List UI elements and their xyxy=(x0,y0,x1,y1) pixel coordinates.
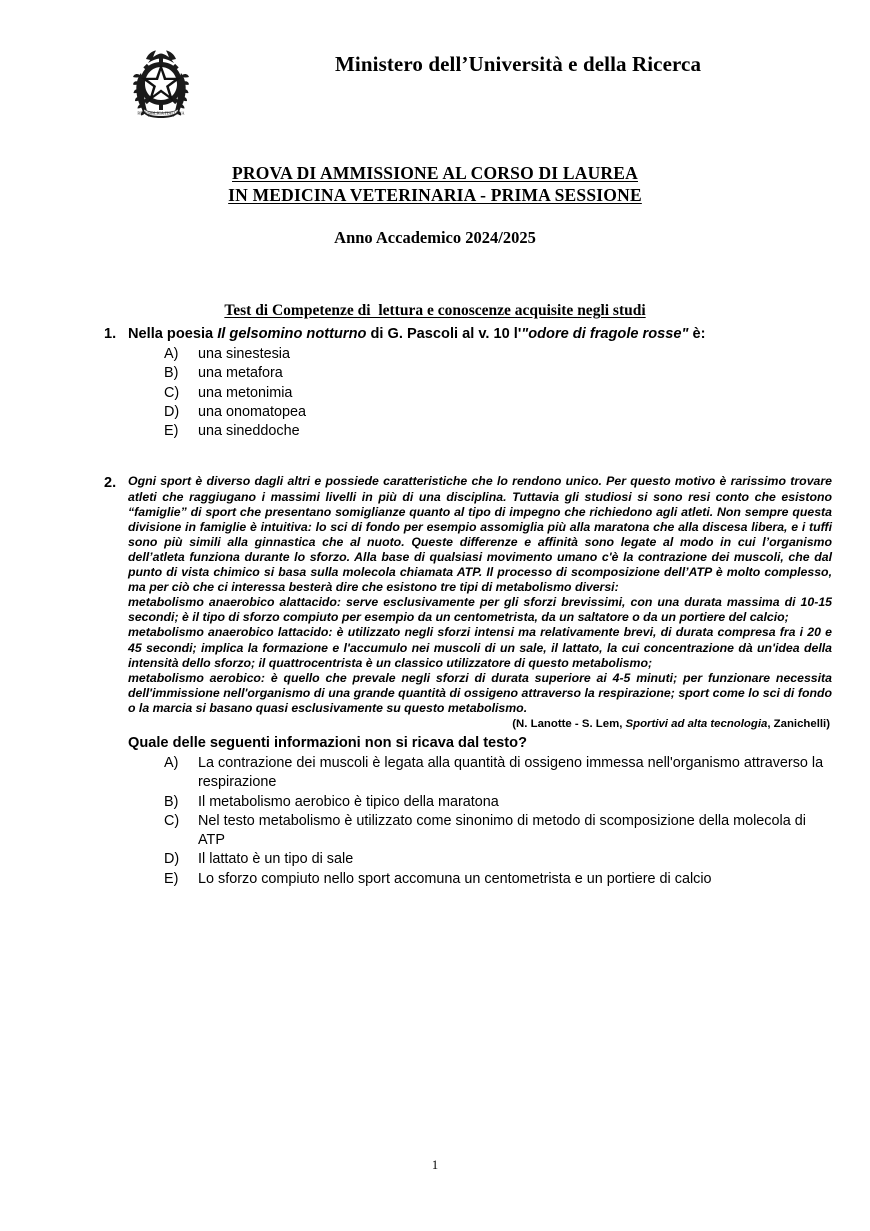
passage-paragraph-1: Ogni sport è diverso dagli altri e possiede caratteristiche che lo rendono unico. Per questo motivo è rarissimo trovare atleti che raggiugano i massimi livelli in più di una disciplina. Tuttavia gli studiosi si sono resi conto che esistono “famiglie” di sport che presentano somiglianze quanto al tipo di impegno che richiedono agli atleti. Non sempre questa divisione in famiglie è intuitiva: lo sci di fondo per esempio assomiglia più alla maratona che alla discesa libera, e i tuffi sono più simili alla ginnastica che al nuoto. Queste differenze e affinità sono legate al modo in cui l’organismo dell’atleta funziona durante lo sforzo. Alla base di qualsiasi movimento umano c'è la contrazione dei muscoli, che dal punto di vista chimico si basa sulla molecola chiamata ATP. Il processo di scomposizione dell’ATP è molto complesso, ma per ciò che ci interessa besterà dire che esistono tre tipi di metabolismo diversi: xyxy=(128,474,832,595)
section-heading: Test di Competenze di lettura e conoscenze acquisite negli studi xyxy=(224,302,646,319)
option-a[interactable] xyxy=(128,754,832,793)
option-d[interactable] xyxy=(128,403,832,422)
option-b-text: una metafora xyxy=(198,365,283,382)
option-d[interactable] xyxy=(128,850,832,869)
academic-year: Anno Accademico 2024/2025 xyxy=(334,228,536,247)
option-a[interactable] xyxy=(128,345,832,364)
option-e-text: Lo sforzo compiuto nello sport accomuna un centometrista e un portiere di calcio xyxy=(198,870,712,887)
option-a-letter: A) xyxy=(164,346,179,362)
passage-attribution: (N. Lanotte - S. Lem, Sportivi ad alta tecnologia, Zanichelli) xyxy=(512,717,830,730)
option-b-letter: B) xyxy=(164,365,179,382)
option-e-text: una sineddoche xyxy=(198,423,300,440)
question-1 xyxy=(0,325,870,441)
option-b[interactable] xyxy=(128,793,832,812)
ministry-title: Ministero dell’Università e della Ricerca xyxy=(335,52,702,76)
option-e[interactable] xyxy=(128,870,832,889)
question-2-stem: Quale delle seguenti informazioni non si ricava dal testo? xyxy=(128,734,527,751)
option-b-text: Il metabolismo aerobico è tipico della maratona xyxy=(198,793,499,810)
document-header xyxy=(0,0,870,120)
option-b[interactable] xyxy=(128,364,832,383)
option-c-letter: C) xyxy=(164,812,180,829)
option-c-text: Nel testo metabolismo è utilizzato come sinonimo di metodo di scomposizione della molecola di ATP xyxy=(198,812,806,849)
option-b-letter: B) xyxy=(164,793,179,810)
option-c-text: una metonimia xyxy=(198,384,293,401)
option-d-text: Il lattato è un tipo di sale xyxy=(198,851,354,868)
questions-container xyxy=(0,325,870,889)
question-1-number: 1. xyxy=(104,326,117,342)
exam-title-block xyxy=(0,162,870,248)
option-d-letter: D) xyxy=(164,851,180,868)
question-1-options xyxy=(128,345,832,441)
passage-paragraph-4: metabolismo aerobico: è quello che prevale negli sforzi di durata superiore ai 4-5 minuti; per funzionare necessita dell'immissione nell'organismo di una grande quantità di ossigeno attraverso la respirazione; sport come lo sci di fondo o la marcia si basano quasi esclusivamente su questo metabolismo. xyxy=(128,670,832,715)
option-e-letter: E) xyxy=(164,870,179,887)
passage-paragraph-3: metabolismo anaerobico lattacido: è utilizzato negli sforzi intensi ma relativamente brevi, di durata compresa fra i 20 e 45 secondi; implica la formazione e l'accumulo nei muscoli di un sale, il lattato, la cui concentrazione dà un'idea della intensità dello sforzo; il quattrocentrista è un classico utilizzatore di questo metabolismo; xyxy=(128,625,832,670)
page-number: 1 xyxy=(431,1158,439,1172)
option-e[interactable] xyxy=(128,422,832,441)
question-2-number: 2. xyxy=(104,475,117,492)
option-d-letter: D) xyxy=(164,403,180,420)
option-d-text: una onomatopea xyxy=(198,403,307,420)
svg-text:REPVBBLICA ITALIANA: REPVBBLICA ITALIANA xyxy=(137,110,185,116)
exam-title-line-2: IN MEDICINA VETERINARIA - PRIMA SESSIONE xyxy=(228,185,642,205)
option-c-letter: C) xyxy=(164,384,180,401)
option-a-text: La contrazione dei muscoli è legata alla quantità di ossigeno immessa nell'organismo attraverso la respirazione xyxy=(198,754,824,791)
option-c[interactable] xyxy=(128,384,832,403)
option-a-letter: A) xyxy=(164,754,179,771)
option-a-text: una sinestesia xyxy=(198,346,291,362)
italian-republic-emblem-icon xyxy=(133,42,189,132)
question-2 xyxy=(0,474,870,889)
question-2-passage xyxy=(128,474,832,716)
exam-title-line-1: PROVA DI AMMISSIONE AL CORSO DI LAUREA xyxy=(232,163,638,183)
passage-paragraph-2: metabolismo anaerobico alattacido: serve esclusivamente per gli sforzi brevissimi, con una durata massima di 10-15 secondi; è il tipo di sforzo compiuto per esempio da un centometrista, da un saltatore o da un portiere del calcio; xyxy=(128,595,832,625)
question-2-options xyxy=(128,754,832,889)
question-1-stem: Nella poesia Il gelsomino notturno di G. Pascoli al v. 10 l'"odore di fragole rosse" è: xyxy=(128,326,706,342)
option-e-letter: E) xyxy=(164,423,179,440)
option-c[interactable] xyxy=(128,812,832,851)
